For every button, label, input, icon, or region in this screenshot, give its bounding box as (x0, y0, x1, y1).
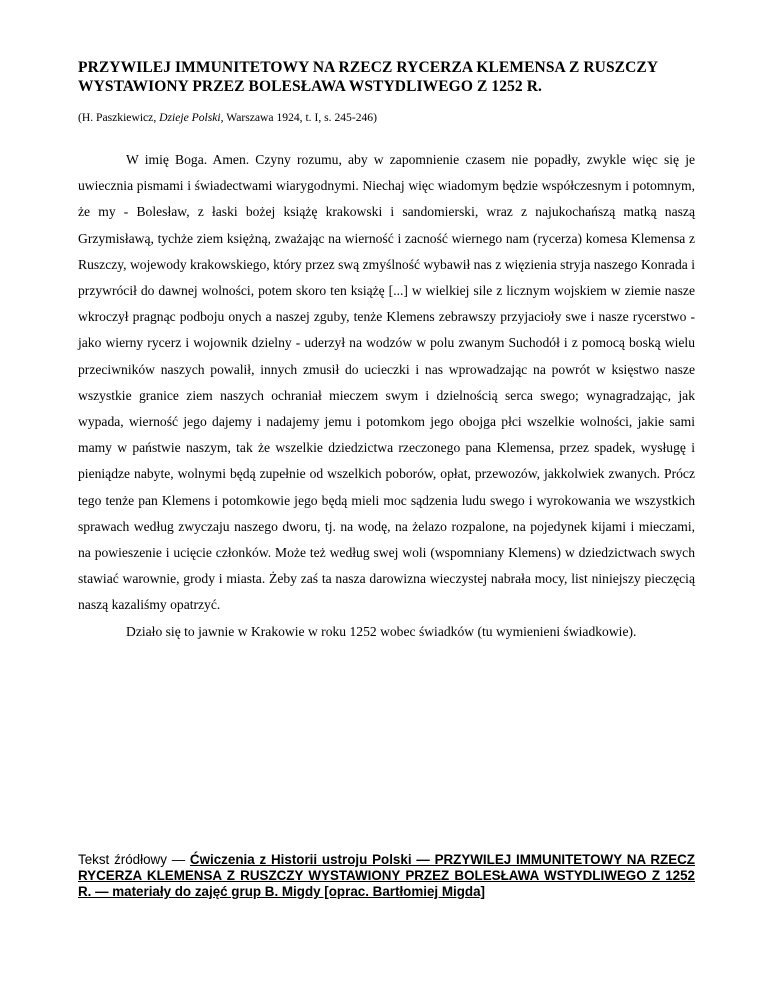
paragraph: W imię Boga. Amen. Czyny rozumu, aby w zapomnienie czasem nie popadły, zwykle więc się je uwiecznia pismami i świadectwami wiarygodnymi. Niechaj więc wiadomym będzie współczesnym i potomnym, że my - Bolesław, z łaski bożej książę krakowski i sandomierski, wraz z najukochańszą matką naszą Grzymisławą, tychże ziem księżną, zważając na wierność i zacność wiernego nam (rycerza) komesa Klemensa z Ruszczy, wojewody krakowskiego, który przez swą zmyślność wybawił nas z więzienia stryja naszego Konrada i przywrócił do dawnej wolności, potem skoro ten książę [...] w wielkiej sile z licznym wojskiem w ziemie nasze wkroczył pragnąc podboju onych a naszej zguby, tenże Klemens zebrawszy przyjacioły swe i nasze rycerstwo - jako wierny rycerz i wojownik dzielny - uderzył na wodzów w polu zwanym Suchodół i z pomocą boską wielu przeciwników naszych powalił, innych zmusił do ucieczki i nas wprowadzając na powrót w księstwo nasze wszystkie granice ziem naszych ochraniał mieczem swym i dzielnością serca swego; wynagradzając, jak wypada, wierność jego dajemy i nadajemy jemu i potomkom jego obojga płci wszelkie wolności, jakie sami mamy w państwie naszym, tak że wszelkie dziedzictwa rzeczonego pana Klemensa, przez spadek, wysługę i pieniądze nabyte, wolnymi będą zupełnie od wszelkich poborów, opłat, przewozów, jakkolwiek zwanych. Prócz tego tenże pan Klemens i potomkowie jego będą mieli moc sądzenia ludu swego i wyrokowania we wszystkich sprawach według zwyczaju naszego dworu, tj. na wodę, na żelazo rozpalone, na pojedynek kijami i mieczami, na powieszenie i ucięcie członków. Może też według swej woli (wspomniany Klemens) w dziedzictwach swych stawiać warownie, grody i miasta. Żeby zaś ta nasza darowizna wieczystej nabrała mocy, list niniejszy pieczęcią naszą kazaliśmy opatrzyć. (78, 152, 695, 613)
paragraph: Działo się to jawnie w Krakowie w roku 1252 wobec świadków (tu wymienieni świadkowie). (126, 623, 637, 639)
source-prefix: (H. Paszkiewicz, (78, 111, 160, 124)
source-italic-title: Dzieje Polski, (159, 111, 224, 124)
document-page (78, 58, 695, 645)
source-suffix: Warszawa 1924, t. I, s. 245-246) (223, 111, 377, 124)
document-body (78, 147, 695, 645)
document-title: PRZYWILEJ IMMUNITETOWY NA RZECZ RYCERZA KLEMENSA Z RUSZCZY WYSTAWIONY PRZEZ BOLESŁAWA WSTYDLIWEGO Z 1252 R. (78, 59, 658, 95)
footer-prefix: Tekst źródłowy — (78, 852, 190, 867)
footer-source-link[interactable]: Ćwiczenia z Historii ustroju Polski — PRZYWILEJ IMMUNITETOWY NA RZECZ RYCERZA KLEMENSA Z RUSZCZY WYSTAWIONY PRZEZ BOLESŁAWA WSTYDLIWEGO Z 1252 R. — materiały do zajęć grup B. Migdy [oprac. Bartłomiej Migda] (78, 852, 695, 899)
source-citation (78, 110, 695, 125)
source-footer (78, 852, 695, 900)
